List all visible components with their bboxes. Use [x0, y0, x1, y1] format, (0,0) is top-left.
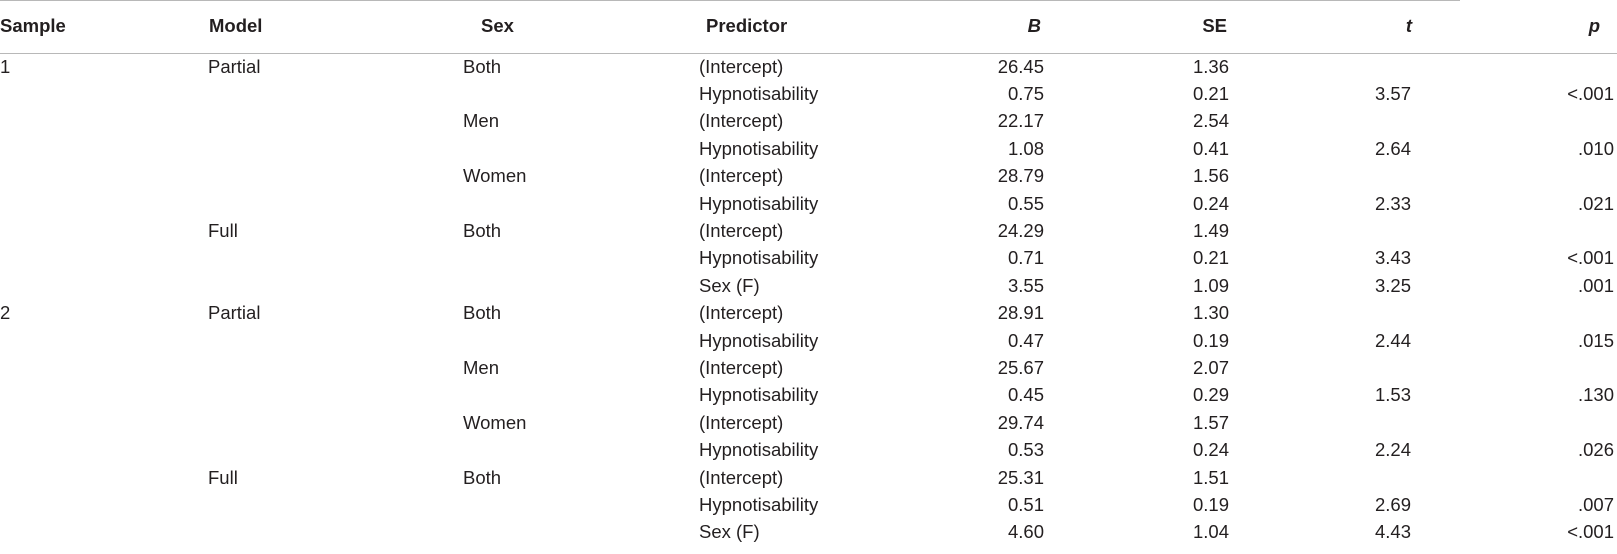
- cell-sample: [0, 491, 145, 518]
- cell-b: 0.53: [1007, 439, 1044, 461]
- cell-p: [1420, 464, 1617, 491]
- cell-t: 3.25: [1374, 274, 1411, 296]
- cell-b: 26.45: [997, 55, 1044, 77]
- cell-t: [1232, 354, 1420, 381]
- cell-p: .021: [1577, 192, 1614, 214]
- cell-b: 4.60: [1007, 521, 1044, 543]
- cell-p: .130: [1577, 384, 1614, 406]
- table-row: [0, 217, 1617, 244]
- cell-se: 0.41: [1192, 137, 1229, 159]
- cell-se: 1.36: [1192, 55, 1229, 77]
- cell-sex: Both: [463, 466, 502, 488]
- cell-b: 3.55: [1007, 274, 1044, 296]
- cell-sample: [0, 519, 145, 546]
- cell-sex: [454, 436, 676, 463]
- cell-predictor: (Intercept): [699, 466, 784, 488]
- cell-sex: Men: [463, 110, 499, 132]
- cell-se: 1.51: [1192, 466, 1229, 488]
- table-row: [0, 163, 1617, 190]
- table-row: [0, 53, 1617, 80]
- cell-sample: [0, 409, 145, 436]
- cell-p: <.001: [1567, 521, 1614, 543]
- cell-t: [1232, 163, 1420, 190]
- cell-predictor: Sex (F): [699, 521, 760, 543]
- cell-t: 2.24: [1374, 439, 1411, 461]
- header-sample: Sample: [0, 15, 66, 37]
- cell-sex: [454, 190, 676, 217]
- cell-sex: Women: [463, 165, 527, 187]
- cell-sex: [454, 245, 676, 272]
- cell-model: Partial: [208, 302, 261, 324]
- header-p: p: [1588, 15, 1600, 37]
- table-body: [0, 53, 1617, 546]
- cell-sample: [0, 354, 145, 381]
- table-row: [0, 80, 1617, 107]
- cell-b: 0.55: [1007, 192, 1044, 214]
- cell-model: [145, 80, 454, 107]
- cell-b: 24.29: [997, 220, 1044, 242]
- cell-model: [145, 163, 454, 190]
- cell-sex: Women: [463, 411, 527, 433]
- cell-b: 0.71: [1007, 247, 1044, 269]
- cell-model: [145, 272, 454, 299]
- table-row: [0, 354, 1617, 381]
- table-row: [0, 409, 1617, 436]
- table-row: [0, 382, 1617, 409]
- header-row: [0, 0, 1617, 53]
- cell-t: [1232, 300, 1420, 327]
- cell-t: [1232, 464, 1420, 491]
- cell-predictor: (Intercept): [699, 110, 784, 132]
- table-row: [0, 272, 1617, 299]
- table-row: [0, 300, 1617, 327]
- cell-sample: [0, 382, 145, 409]
- cell-model: [145, 327, 454, 354]
- table-row: [0, 108, 1617, 135]
- cell-model: Partial: [208, 55, 261, 77]
- cell-t: 1.53: [1374, 384, 1411, 406]
- cell-p: [1420, 108, 1617, 135]
- cell-model: [145, 491, 454, 518]
- cell-predictor: Hypnotisability: [699, 192, 819, 214]
- cell-predictor: (Intercept): [699, 302, 784, 324]
- table-row: [0, 491, 1617, 518]
- cell-sex: [454, 327, 676, 354]
- cell-t: 3.43: [1374, 247, 1411, 269]
- cell-t: 2.33: [1374, 192, 1411, 214]
- cell-se: 1.09: [1192, 274, 1229, 296]
- cell-p: [1420, 163, 1617, 190]
- cell-b: 22.17: [997, 110, 1044, 132]
- cell-sample: [0, 135, 145, 162]
- header-sex: Sex: [481, 15, 514, 37]
- cell-predictor: Hypnotisability: [699, 439, 819, 461]
- cell-sex: Both: [463, 220, 502, 242]
- cell-sex: Men: [463, 356, 499, 378]
- cell-b: 1.08: [1007, 137, 1044, 159]
- cell-t: 3.57: [1374, 83, 1411, 105]
- cell-b: 28.91: [997, 302, 1044, 324]
- cell-predictor: Sex (F): [699, 274, 760, 296]
- cell-predictor: (Intercept): [699, 356, 784, 378]
- cell-sample: [0, 245, 145, 272]
- cell-model: [145, 382, 454, 409]
- cell-sex: [454, 272, 676, 299]
- cell-b: 28.79: [997, 165, 1044, 187]
- cell-sample: 1: [0, 55, 11, 77]
- cell-se: 1.57: [1192, 411, 1229, 433]
- cell-sample: [0, 163, 145, 190]
- cell-b: 0.75: [1007, 83, 1044, 105]
- cell-t: [1232, 108, 1420, 135]
- cell-predictor: Hypnotisability: [699, 384, 819, 406]
- cell-model: [145, 108, 454, 135]
- cell-predictor: (Intercept): [699, 411, 784, 433]
- cell-p: .015: [1577, 329, 1614, 351]
- cell-sample: [0, 190, 145, 217]
- cell-se: 0.21: [1192, 247, 1229, 269]
- cell-se: 2.07: [1192, 356, 1229, 378]
- cell-se: 0.19: [1192, 329, 1229, 351]
- cell-t: 2.44: [1374, 329, 1411, 351]
- cell-se: 2.54: [1192, 110, 1229, 132]
- cell-predictor: Hypnotisability: [699, 83, 819, 105]
- cell-se: 1.49: [1192, 220, 1229, 242]
- cell-model: [145, 519, 454, 546]
- table-row: [0, 245, 1617, 272]
- cell-predictor: Hypnotisability: [699, 247, 819, 269]
- cell-sample: [0, 217, 145, 244]
- table-row: [0, 436, 1617, 463]
- cell-p: [1420, 409, 1617, 436]
- header-predictor: Predictor: [706, 15, 788, 37]
- cell-predictor: (Intercept): [699, 220, 784, 242]
- cell-sample: [0, 464, 145, 491]
- cell-se: 1.04: [1192, 521, 1229, 543]
- cell-b: 25.31: [997, 466, 1044, 488]
- cell-b: 25.67: [997, 356, 1044, 378]
- cell-p: <.001: [1567, 247, 1614, 269]
- cell-predictor: (Intercept): [699, 55, 784, 77]
- cell-b: 0.45: [1007, 384, 1044, 406]
- cell-model: [145, 409, 454, 436]
- cell-p: [1420, 300, 1617, 327]
- cell-b: 29.74: [997, 411, 1044, 433]
- table-row: [0, 135, 1617, 162]
- cell-sample: 2: [0, 302, 11, 324]
- cell-sample: [0, 327, 145, 354]
- cell-sex: [454, 80, 676, 107]
- cell-p: <.001: [1567, 83, 1614, 105]
- cell-t: 2.64: [1374, 137, 1411, 159]
- table-row: [0, 519, 1617, 546]
- cell-p: .001: [1577, 274, 1614, 296]
- cell-p: [1420, 217, 1617, 244]
- cell-sex: Both: [463, 302, 502, 324]
- cell-model: [145, 354, 454, 381]
- table-row: [0, 190, 1617, 217]
- cell-model: [145, 436, 454, 463]
- cell-sex: Both: [463, 55, 502, 77]
- table-header: [0, 0, 1617, 53]
- cell-p: [1420, 354, 1617, 381]
- cell-t: [1232, 409, 1420, 436]
- cell-sex: [454, 382, 676, 409]
- header-t: t: [1405, 15, 1412, 37]
- cell-sex: [454, 491, 676, 518]
- table-row: [0, 327, 1617, 354]
- header-b: B: [1027, 15, 1041, 37]
- cell-predictor: (Intercept): [699, 165, 784, 187]
- cell-model: [145, 245, 454, 272]
- cell-se: 0.24: [1192, 192, 1229, 214]
- cell-se: 0.29: [1192, 384, 1229, 406]
- cell-b: 0.47: [1007, 329, 1044, 351]
- cell-sample: [0, 108, 145, 135]
- cell-t: 4.43: [1374, 521, 1411, 543]
- header-model: Model: [209, 15, 263, 37]
- cell-model: [145, 135, 454, 162]
- cell-t: [1232, 217, 1420, 244]
- cell-predictor: Hypnotisability: [699, 493, 819, 515]
- table-top-rule: [0, 0, 1460, 1]
- cell-sample: [0, 272, 145, 299]
- cell-predictor: Hypnotisability: [699, 137, 819, 159]
- header-se: SE: [1202, 15, 1227, 37]
- cell-se: 1.56: [1192, 165, 1229, 187]
- cell-t: 2.69: [1374, 493, 1411, 515]
- cell-sex: [454, 135, 676, 162]
- table-row: [0, 464, 1617, 491]
- cell-t: [1232, 53, 1420, 80]
- cell-sample: [0, 80, 145, 107]
- cell-se: 1.30: [1192, 302, 1229, 324]
- cell-se: 0.24: [1192, 439, 1229, 461]
- cell-model: Full: [208, 466, 238, 488]
- cell-se: 0.21: [1192, 83, 1229, 105]
- cell-model: [145, 190, 454, 217]
- cell-p: .007: [1577, 493, 1614, 515]
- cell-sample: [0, 436, 145, 463]
- cell-sex: [454, 519, 676, 546]
- cell-p: [1420, 53, 1617, 80]
- cell-p: .010: [1577, 137, 1614, 159]
- cell-b: 0.51: [1007, 493, 1044, 515]
- cell-model: Full: [208, 220, 238, 242]
- cell-predictor: Hypnotisability: [699, 329, 819, 351]
- cell-se: 0.19: [1192, 493, 1229, 515]
- cell-p: .026: [1577, 439, 1614, 461]
